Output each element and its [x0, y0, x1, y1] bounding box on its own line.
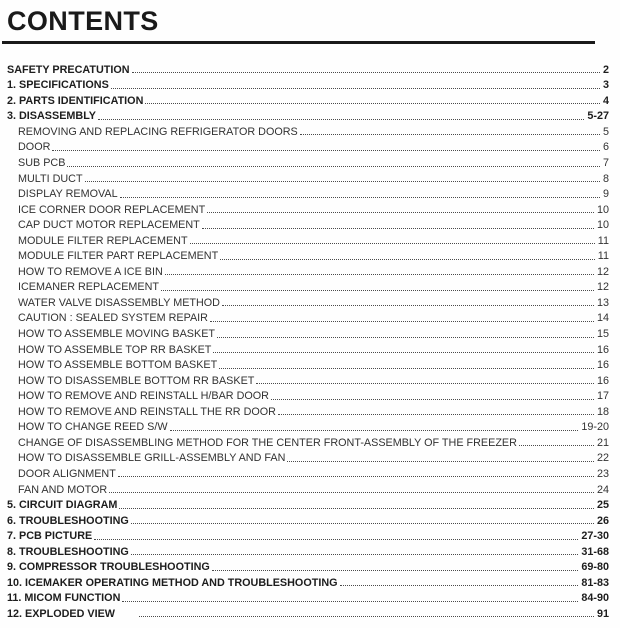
toc-entry	[18, 247, 609, 263]
toc-entry-label: 2. PARTS IDENTIFICATION	[7, 94, 144, 107]
toc-entry-page: 23	[596, 467, 609, 480]
toc-entry-page: 69-80	[581, 561, 609, 574]
toc-entry-label: MODULE FILTER REPLACEMENT	[18, 234, 188, 247]
dotted-leader	[120, 197, 600, 198]
toc-entry-page: 5	[602, 125, 609, 138]
dotted-leader	[210, 321, 594, 322]
toc-entry-label: 8. TROUBLESHOOTING	[7, 545, 129, 558]
toc-entry-page: 10	[596, 203, 609, 216]
dotted-leader	[220, 259, 595, 260]
toc-entry-page: 5-27	[587, 110, 609, 123]
toc-entry-label: SAFETY PRECATUTION	[7, 63, 130, 76]
toc-entry	[18, 122, 609, 138]
toc-list	[7, 60, 609, 620]
toc-entry	[18, 464, 609, 480]
toc-entry-label: CAUTION : SEALED SYSTEM REPAIR	[18, 312, 208, 325]
toc-entry-page: 8	[602, 172, 609, 185]
dotted-leader	[98, 119, 584, 120]
toc-entry-label: DOOR	[18, 141, 51, 154]
toc-entry	[18, 309, 609, 325]
toc-entry-page: 2	[602, 63, 609, 76]
toc-entry	[18, 185, 609, 201]
toc-entry-label: 10. ICEMAKER OPERATING METHOD AND TROUBLESHOOTING	[7, 576, 338, 589]
dotted-leader	[213, 352, 594, 353]
page-title: CONTENTS	[7, 6, 159, 36]
dotted-leader	[190, 243, 595, 244]
toc-entry	[18, 387, 609, 403]
dotted-leader	[131, 554, 579, 555]
toc-entry	[7, 558, 609, 574]
toc-entry-label: FAN AND MOTOR	[18, 483, 108, 496]
dotted-leader	[165, 274, 594, 275]
toc-entry-label: 9. COMPRESSOR TROUBLESHOOTING	[7, 561, 210, 574]
toc-entry	[18, 371, 609, 387]
toc-entry-page: 16	[596, 343, 609, 356]
toc-entry-label: HOW TO DISASSEMBLE BOTTOM RR BASKET	[18, 374, 255, 387]
toc-entry	[18, 433, 609, 449]
toc-entry	[7, 496, 609, 512]
toc-entry-page: 91	[596, 607, 609, 620]
toc-entry-label: 1. SPECIFICATIONS	[7, 79, 109, 92]
toc-entry-label: HOW TO REMOVE A ICE BIN	[18, 265, 163, 278]
toc-entry-label: DOOR ALIGNMENT	[18, 467, 116, 480]
toc-entry-label: SUB PCB	[18, 157, 66, 170]
toc-entry-page: 17	[596, 390, 609, 403]
dotted-leader	[222, 305, 594, 306]
title-rule	[2, 41, 595, 45]
toc-entry-label: 6. TROUBLESHOOTING	[7, 514, 129, 527]
dotted-leader	[207, 212, 594, 213]
toc-entry	[18, 324, 609, 340]
toc-entry	[18, 138, 609, 154]
toc-entry	[18, 231, 609, 247]
dotted-leader	[52, 150, 600, 151]
toc-entry	[18, 449, 609, 465]
toc-entry-page: 22	[596, 452, 609, 465]
toc-entry-label: 3. DISASSEMBLY	[7, 110, 97, 123]
toc-entry-label: WATER VALVE DISASSEMBLY METHOD	[18, 296, 220, 309]
dotted-leader	[94, 539, 578, 540]
dotted-leader	[111, 88, 600, 89]
dotted-leader	[202, 228, 594, 229]
toc-entry-label: MULTI DUCT	[18, 172, 83, 185]
toc-entry-page: 16	[596, 374, 609, 387]
toc-entry-label: HOW TO ASSEMBLE MOVING BASKET	[18, 328, 215, 341]
dotted-leader	[217, 337, 594, 338]
toc-entry-page: 14	[596, 312, 609, 325]
dotted-leader	[170, 430, 579, 431]
toc-entry-label: 12. EXPLODED VIEW	[7, 607, 115, 620]
dotted-leader	[85, 181, 600, 182]
toc-entry-page: 13	[596, 296, 609, 309]
toc-entry	[7, 107, 609, 123]
toc-entry	[7, 76, 609, 92]
toc-entry-label: DISPLAY REMOVAL	[18, 188, 118, 201]
toc-entry	[18, 153, 609, 169]
dotted-leader	[145, 103, 600, 104]
toc-entry-label: HOW TO REMOVE AND REINSTALL H/BAR DOOR	[18, 390, 269, 403]
toc-entry-label: ICEMANER REPLACEMENT	[18, 281, 159, 294]
dotted-leader	[109, 492, 594, 493]
toc-entry-label: 11. MICOM FUNCTION	[7, 592, 121, 605]
toc-entry-page: 31-68	[581, 545, 609, 558]
toc-entry	[7, 527, 609, 543]
toc-entry-page: 16	[596, 359, 609, 372]
toc-entry	[7, 91, 609, 107]
toc-entry	[18, 293, 609, 309]
toc-entry-label: 5. CIRCUIT DIAGRAM	[7, 499, 118, 512]
toc-entry-page: 11	[597, 250, 609, 263]
toc-entry	[18, 340, 609, 356]
toc-entry-label: CAP DUCT MOTOR REPLACEMENT	[18, 219, 200, 232]
dotted-leader	[122, 601, 578, 602]
toc-entry-label: CHANGE OF DISASSEMBLING METHOD FOR THE CENTER FRONT-ASSEMBLY OF THE FREEZER	[18, 436, 517, 449]
dotted-leader	[287, 461, 594, 462]
dotted-leader	[139, 616, 594, 617]
toc-entry-page: 4	[602, 94, 609, 107]
toc-entry-page: 10	[596, 219, 609, 232]
dotted-leader	[519, 445, 594, 446]
toc-entry-page: 24	[596, 483, 609, 496]
dotted-leader	[161, 290, 594, 291]
toc-entry	[7, 60, 609, 76]
toc-entry-label: MODULE FILTER PART REPLACEMENT	[18, 250, 219, 263]
toc-entry-page: 18	[596, 405, 609, 418]
toc-entry-page: 12	[596, 265, 609, 278]
dotted-leader	[67, 166, 600, 167]
toc-entry-page: 3	[602, 79, 609, 92]
toc-entry	[7, 604, 609, 620]
dotted-leader	[340, 585, 579, 586]
dotted-leader	[300, 134, 600, 135]
toc-entry	[18, 278, 609, 294]
dotted-leader	[271, 399, 594, 400]
toc-entry-page: 11	[597, 234, 609, 247]
toc-entry	[18, 418, 609, 434]
toc-entry	[18, 356, 609, 372]
toc-entry-label: HOW TO ASSEMBLE TOP RR BASKET	[18, 343, 212, 356]
toc-entry	[7, 589, 609, 605]
toc-entry-page: 9	[602, 188, 609, 201]
toc-entry	[7, 573, 609, 589]
dotted-leader	[119, 508, 594, 509]
toc-entry	[18, 169, 609, 185]
toc-entry-page: 15	[596, 328, 609, 341]
dotted-leader	[219, 368, 594, 369]
toc-entry-page: 81-83	[581, 576, 609, 589]
dotted-leader	[118, 476, 594, 477]
toc-entry	[18, 262, 609, 278]
toc-entry	[18, 480, 609, 496]
toc-entry-page: 25	[596, 499, 609, 512]
toc-entry	[18, 402, 609, 418]
toc-entry-label: HOW TO REMOVE AND REINSTALL THE RR DOOR	[18, 405, 276, 418]
dotted-leader	[131, 523, 594, 524]
toc-entry-label: HOW TO CHANGE REED S/W	[18, 421, 168, 434]
toc-entry-page: 26	[596, 514, 609, 527]
toc-entry	[18, 216, 609, 232]
dotted-leader	[132, 72, 600, 73]
toc-entry-label: 7. PCB PICTURE	[7, 530, 93, 543]
toc-entry-page: 27-30	[581, 530, 609, 543]
toc-entry-label: REMOVING AND REPLACING REFRIGERATOR DOORS	[18, 125, 298, 138]
dotted-leader	[278, 414, 594, 415]
toc-entry-page: 7	[602, 157, 609, 170]
dotted-leader	[256, 383, 594, 384]
toc-entry-label: ICE CORNER DOOR REPLACEMENT	[18, 203, 206, 216]
toc-entry	[18, 200, 609, 216]
toc-entry	[7, 542, 609, 558]
toc-entry-page: 21	[596, 436, 609, 449]
toc-entry-page: 19-20	[581, 421, 609, 434]
toc-entry-page: 6	[602, 141, 609, 154]
toc-entry-page: 12	[596, 281, 609, 294]
toc-entry-label: HOW TO ASSEMBLE BOTTOM BASKET	[18, 359, 218, 372]
dotted-leader	[212, 570, 579, 571]
toc-entry-label: HOW TO DISASSEMBLE GRILL-ASSEMBLY AND FAN	[18, 452, 286, 465]
toc-entry	[7, 511, 609, 527]
toc-entry-page: 84-90	[581, 592, 609, 605]
